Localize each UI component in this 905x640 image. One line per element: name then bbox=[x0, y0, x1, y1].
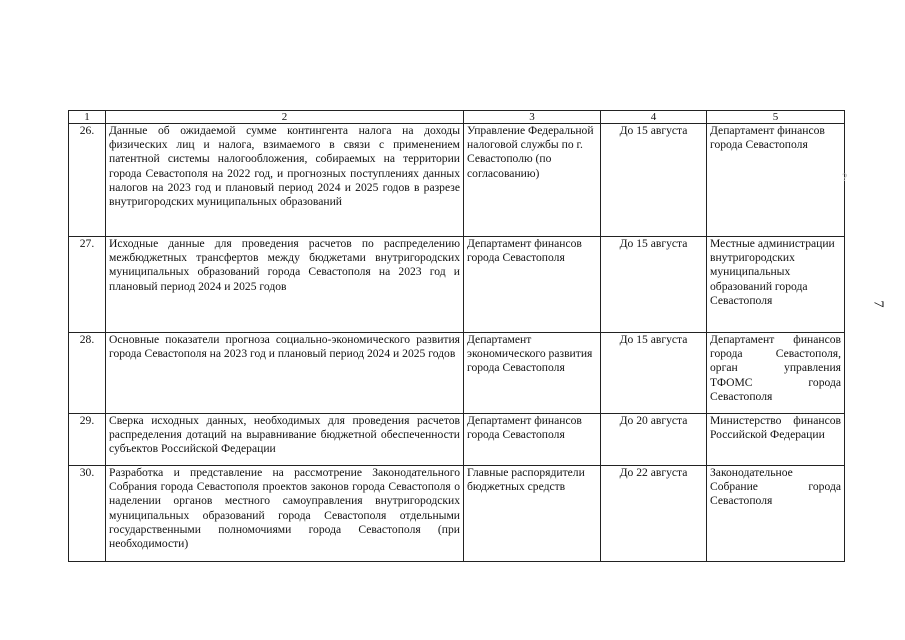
row-responsible: Департамент экономического развития города Севастополя bbox=[464, 333, 601, 414]
row-number: 30. bbox=[69, 466, 106, 562]
row-number: 26. bbox=[69, 124, 106, 237]
row-recipient: Департамент финансов города Севастополя, орган управления ТФОМС города Севастополя bbox=[707, 333, 845, 414]
margin-mark: ? bbox=[842, 170, 848, 184]
header-col-5: 5 bbox=[707, 111, 845, 124]
row-description: Исходные данные для проведения расчетов по распределению межбюджетных трансфертов между бюджетами внутригородских муниципальных образований города Севастополя на 2023 год и плановый период 2024 и 2025 годов bbox=[106, 237, 464, 333]
row-number: 29. bbox=[69, 414, 106, 466]
table-row bbox=[69, 414, 845, 466]
schedule-table bbox=[68, 110, 848, 562]
row-number: 28. bbox=[69, 333, 106, 414]
row-description: Основные показатели прогноза социально-экономического развития города Севастополя на 2023 год и плановый период 2024 и 2025 годов bbox=[106, 333, 464, 414]
row-deadline: До 15 августа bbox=[601, 124, 707, 237]
row-description: Данные об ожидаемой сумме контингента налога на доходы физических лиц и налога, взимаемого в связи с применением патентной системы налогообложения, собираемых на территории города Севастополя на 2022 год, и прогнозных поступлениях данных налогов на 2023 год и плановый период 2024 и 2025 годов в разрезе внутригородских муниципальных образований bbox=[106, 124, 464, 237]
row-recipient: Законодательное Собрание города Севастополя bbox=[707, 466, 845, 562]
row-description: Сверка исходных данных, необходимых для проведения расчетов распределения дотаций на выравнивание бюджетной обеспеченности субъектов Российской Федерации bbox=[106, 414, 464, 466]
row-deadline: До 15 августа bbox=[601, 237, 707, 333]
table-row bbox=[69, 124, 845, 237]
row-responsible: Департамент финансов города Севастополя bbox=[464, 414, 601, 466]
row-recipient: Департамент финансов города Севастополя bbox=[707, 124, 845, 237]
table-row bbox=[69, 333, 845, 414]
row-deadline: До 15 августа bbox=[601, 333, 707, 414]
header-col-1: 1 bbox=[69, 111, 106, 124]
row-recipient: Местные администрации внутригородских муниципальных образований города Севастополя bbox=[707, 237, 845, 333]
row-description: Разработка и представление на рассмотрение Законодательного Собрания города Севастополя проектов законов города Севастополя о наделении органов местного самоуправления внутригородских муниципальных образований города Севастополя отдельными государственными полномочиями города Севастополя (при необходимости) bbox=[106, 466, 464, 562]
row-deadline: До 20 августа bbox=[601, 414, 707, 466]
page-number: 7 bbox=[870, 300, 886, 308]
row-responsible: Департамент финансов города Севастополя bbox=[464, 237, 601, 333]
header-col-3: 3 bbox=[464, 111, 601, 124]
table-row bbox=[69, 237, 845, 333]
header-col-2: 2 bbox=[106, 111, 464, 124]
table-row bbox=[69, 466, 845, 562]
table-header-row bbox=[69, 111, 845, 124]
row-number: 27. bbox=[69, 237, 106, 333]
row-deadline: До 22 августа bbox=[601, 466, 707, 562]
row-responsible: Главные распорядители бюджетных средств bbox=[464, 466, 601, 562]
row-recipient: Министерство финансов Российской Федерации bbox=[707, 414, 845, 466]
row-responsible: Управление Федеральной налоговой службы по г. Севастополю (по согласованию) bbox=[464, 124, 601, 237]
header-col-4: 4 bbox=[601, 111, 707, 124]
